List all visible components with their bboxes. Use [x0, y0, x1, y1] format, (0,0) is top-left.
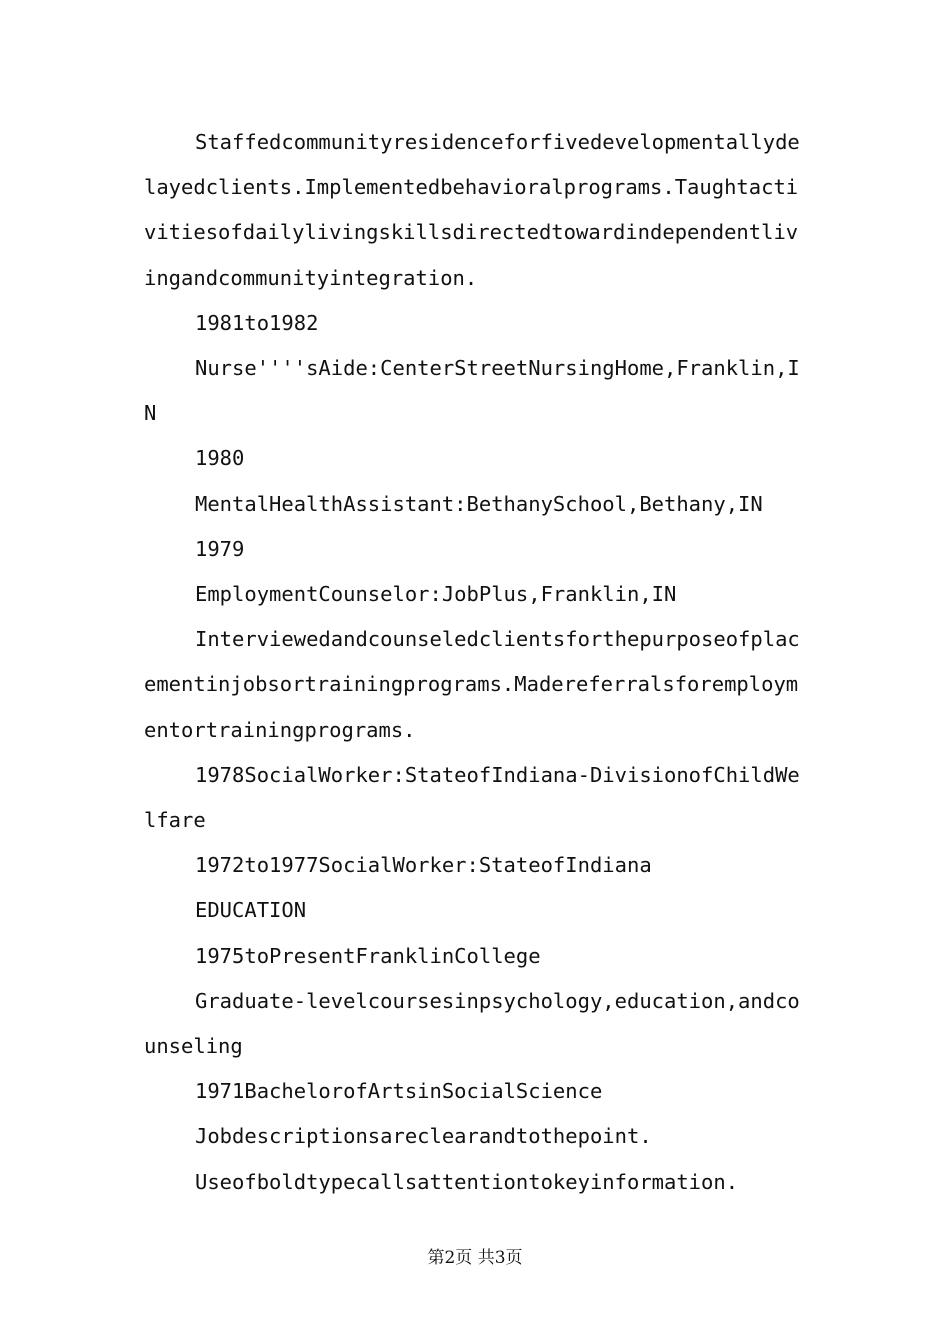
paragraph-nurses-aide: Nurse''''sAide:CenterStreetNursingHome,Franklin,IN	[144, 356, 800, 426]
document-body	[144, 120, 804, 1205]
paragraph-residence-duties: Staffedcommunityresidenceforfivedevelopmentallydelayedclients.Implementedbehavioralprograms.Taughtactivitiesofdailylivingskillsdirectedtowardindependentlivingandcommunityintegration.	[144, 130, 800, 290]
paragraph-graduate-courses: Graduate-levelcoursesinpsychology,education,andcounseling	[144, 988, 800, 1059]
paragraph-social-worker-1978: 1978SocialWorker:StateofIndiana-DivisionofChildWelfare	[144, 762, 800, 833]
paragraph-franklin-college: 1975toPresentFranklinCollege	[195, 943, 541, 968]
paragraph-mental-health-assistant: MentalHealthAssistant:BethanySchool,Bethany,IN	[195, 491, 763, 516]
paragraph-date-1980: 1980	[195, 446, 245, 471]
paragraph-date-1979: 1979	[195, 536, 245, 561]
paragraph-employment-counselor: EmploymentCounselor:JobPlus,Franklin,IN	[195, 582, 677, 607]
paragraph-social-worker-1972: 1972to1977SocialWorker:StateofIndiana	[195, 853, 652, 878]
paragraph-counselor-duties: Interviewedandcounseledclientsforthepurposeofplacementinjobsortrainingprograms.Madereferralsforemploymentortrainingprograms.	[144, 627, 800, 742]
paragraph-bachelor-degree: 1971BachelorofArtsinSocialScience	[195, 1079, 603, 1104]
paragraph-date-1981: 1981to1982	[195, 310, 319, 335]
paragraph-note-job-descriptions: Jobdescriptionsareclearandtothepoint.	[195, 1124, 652, 1149]
section-heading-education: EDUCATION	[195, 898, 307, 923]
paragraph-note-bold-type: Useofboldtypecallsattentiontokeyinformation.	[195, 1169, 739, 1194]
page-number-footer: 第2页 共3页	[427, 1248, 523, 1268]
